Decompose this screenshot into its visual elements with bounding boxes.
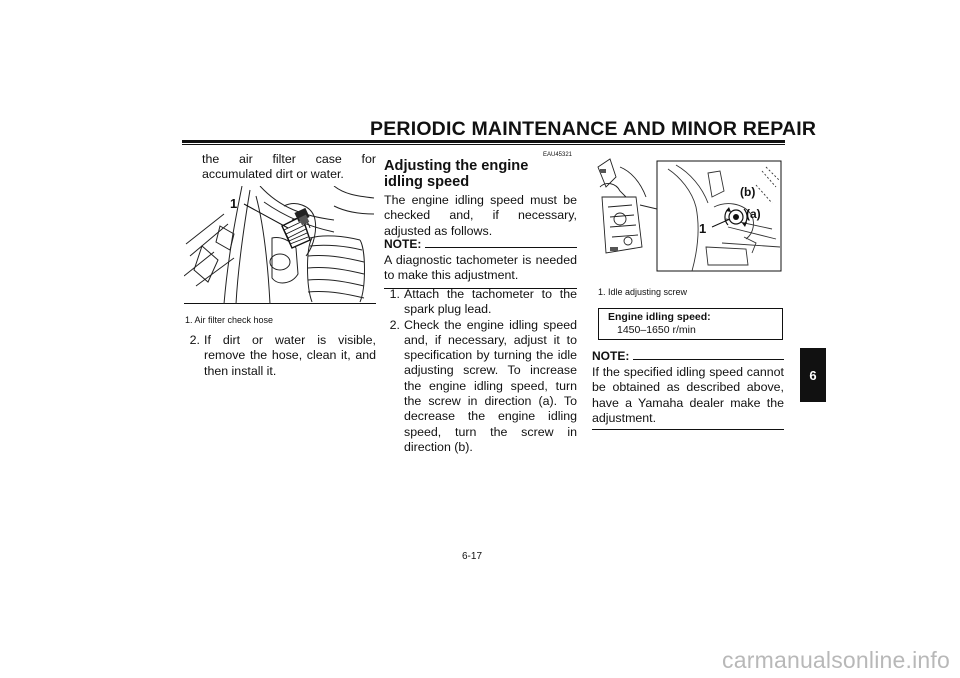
spec-label: Engine idling speed:	[608, 311, 711, 323]
left-figure-caption: 1. Air filter check hose	[185, 315, 274, 325]
direction-a-label: (a)	[746, 207, 761, 221]
left-step-2	[184, 333, 376, 379]
note-text: A diagnostic tachometer is needed to make this adjustment.	[384, 253, 577, 283]
list-item	[384, 287, 577, 318]
left-intro-text: the air filter case for accumulated dirt or water.	[202, 152, 376, 182]
note-end-rule	[592, 429, 784, 430]
note-rule	[633, 359, 784, 360]
step-number: 2.	[189, 333, 200, 347]
note-rule	[425, 247, 577, 248]
adjustment-steps	[384, 287, 577, 455]
air-filter-illustration	[184, 186, 376, 304]
direction-b-label: (b)	[740, 185, 756, 199]
page-title: PERIODIC MAINTENANCE AND MINOR REPAIR	[370, 118, 817, 140]
section-heading: Adjusting the engine idling speed	[384, 158, 529, 190]
note-label: NOTE:	[384, 237, 422, 251]
note-block-1	[384, 237, 577, 289]
figure-callout-1: 1	[699, 221, 707, 236]
chapter-tab: 6	[800, 348, 826, 402]
right-figure-caption: 1. Idle adjusting screw	[598, 287, 688, 297]
list-item	[384, 318, 577, 456]
section-intro: The engine idling speed must be checked and, if necessary, adjusted as follows.	[384, 193, 577, 238]
watermark: carmanualsonline.info	[722, 647, 950, 673]
air-filter-figure	[184, 186, 376, 304]
page-number: 6-17	[462, 551, 483, 562]
header-rule	[182, 140, 785, 143]
header-rule-thin	[182, 144, 785, 145]
step-text: Check the engine idling speed and, if necessary, adjust it to specification by turning the idle adjusting screw. To increase the engine idling speed, turn the screw in direction (a). To decrease the engine idling speed, turn the screw in direction (b).	[404, 317, 577, 454]
idle-screw-figure	[596, 157, 786, 275]
note-block-2	[592, 349, 784, 430]
note-text: If the specified idling speed cannot be obtained as described above, have a Yamaha dealer make the adjustment.	[592, 365, 784, 425]
spec-box	[598, 308, 783, 340]
step-number: 1.	[389, 287, 400, 301]
note-label: NOTE:	[592, 349, 630, 363]
list-item	[184, 333, 376, 379]
section-code: EAU45321	[543, 152, 573, 158]
step-number: 2.	[389, 317, 400, 332]
step-text: Attach the tachometer to the spark plug lead.	[404, 287, 577, 317]
figure-callout-1: 1	[230, 196, 238, 211]
spec-value: 1450–1650 r/min	[617, 323, 696, 336]
step-text: If dirt or water is visible, remove the hose, clean it, and then install it.	[204, 333, 376, 378]
